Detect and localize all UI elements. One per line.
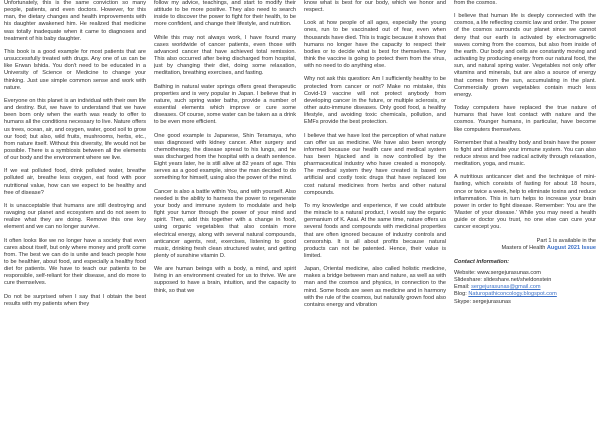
contact-label: Website: <box>454 270 476 276</box>
paragraph: Cancer is also a battle within You, and with yourself. Also needed is the ability to harness the power to regenerate your body and immune system to modulate and help fight your tumor through the power of your mind and spirit. Then, add this together with a change in food, using organic vegetables that also contain more electrical energy, along with several natural compounds, anticancer agents, rest, exercises, listening to good music, drinking fresh clean structured water, and getting plenty of sunshine vitamin D. <box>154 188 296 259</box>
credit-line: Part 1 is available in the <box>536 237 596 244</box>
paragraph: While this may not always work, I have found many cases worldwide of cancer patients, even those with advanced cancer that have achieved total remission. This also occurred after being discharged from hospital, just by changing their diet, doing some relaxation, meditation, breathing exercises, and fasting. <box>154 34 296 77</box>
text-column-4 <box>454 0 596 424</box>
contact-website <box>454 270 596 277</box>
paragraph: Everyone on this planet is an individual with their own life and destiny. But, we have to understand that we have been born only when the earth was ready to offer to humans all the conditions necessary to live. Nature offers us trees, ocean, air, and oxygen, water, good soil to grow our food; but also, wild fruits, mushrooms, herbs, etc., from nature itself. Without this diversity, life would not be possible. There is a symbiosis between all the elements of our body and the environment where we live. <box>4 97 146 162</box>
series-credit <box>454 238 596 252</box>
contact-value: sergejurasunas <box>472 298 511 305</box>
contact-slideshare <box>454 277 596 284</box>
text-column-1 <box>4 0 146 424</box>
contact-heading: Contact information: <box>454 258 510 265</box>
contact-blog <box>454 291 596 298</box>
paragraph: Japan, Oriental medicine, also called holistic medicine, makes a bridge between man and nature, as well as with man and the cosmos and physics, in connection to the mind. Some foods are seen as medicine and in harmony with the rule of the cosmos, but naturally grown food also contains energy and vibration <box>304 266 446 308</box>
contact-email <box>454 284 596 291</box>
paragraph: If we eat polluted food, drink polluted water, breathe polluted air, breathe less oxygen, eat food with poor nutritional value, how can we expect to be healthy and free of disease? <box>4 168 146 196</box>
paragraph: We are human beings with a body, a mind, and spirit living in an environment created for us to thrive. We are supposed to have a brain, intuition, and the capacity to think, so that we <box>154 266 296 294</box>
paragraph: I believe that we have lost the perception of what nature can offer us as medicine. We have also been wrongly informed because our health care and medical system has been hijacked and is now controlled by the pharmaceutical industry who have created a monopoly. The medical system they have created is based on artificial and costly toxic drugs that have replaced low cost natural medicines from herbs and other natural compounds. <box>304 132 446 196</box>
paragraph: know what is best for our body, which we honor and respect. <box>304 0 446 14</box>
paragraph: Do not be surprised when I say that I obtain the best results with my patients when they <box>4 293 146 307</box>
contact-value: www.sergejurasunas.com <box>477 270 541 276</box>
paragraph: Unfortunately, this is the same conviction so many people, patients, and even doctors. However, for this man, the dietary changes and health improvements with his daughter awakened him. He realized that medicine was totally inadequate when it came to diagnoses and treatment of his baby daughter. <box>4 0 146 42</box>
paragraph: follow my advice, teachings, and start to modify their attitude to be more positive. They also need to search inside to discover the power to fight for their health, to be more confident, and change their lifestyle, and nutrition. <box>154 0 296 28</box>
paragraph: A nutritious anticancer diet and the technique of mini-fasting, which consists of fasting for about 18 hours, once or twice a week, help to eliminate toxins and reduce inflammation. This in turn helps to increase your brain power in order to fight disease. Remember: You are the 'Master of your disease.' While you may need a health guide or doctor you trust, no one else can cure your cancer except you. <box>454 174 596 231</box>
paragraph: from the cosmos. <box>454 0 497 6</box>
paragraph: It is unacceptable that humans are still destroying and ravaging our planet and ecosystem and do not seem to realize what they are doing. Remove this one key element and we can no longer survive. <box>4 202 146 231</box>
credit-line <box>454 245 596 252</box>
paragraph: To my knowledge and experience, if we could attribute the miracle to a natural product, I would say the organic germanium of K. Asai. At the same time, nature offers us several foods and compounds with medicinal properties that are often ignored because of industry controls and censorship. It is all about profits because natural products can not be patented. Hence, their value is limited. <box>304 202 446 259</box>
paragraph: It often looks like we no longer have a society that even cares about itself, but only where money and profit come from. The best we can do is unite and teach people how to be healthier, about food, and especially a healthy food diet for patients. We have to teach our patients to be responsible, self-reliant for their disease, and do more to cure themselves. <box>4 237 146 287</box>
credit-magazine: Masters of Health <box>501 244 546 251</box>
contact-label: Email: <box>454 284 470 291</box>
email-link[interactable]: sergejurasunas@gmail.com <box>471 284 541 291</box>
contact-value: slideshare.net/sheldonstein <box>483 277 552 284</box>
paragraph: This book is a good example for most patients that are unsuccessfully treated with drugs. Any one of us can be like Erwan Ishida. You don't need to be educated in a University of Science or Medicine to change your thinking. Just use simple common sense and work with nature. <box>4 48 146 91</box>
contact-label: Skype: <box>454 298 472 305</box>
paragraph: Why not ask this question: Am I sufficiently healthy to be protected from cancer or not? Make no mistake, this Covid-19 vaccine will not protect anybody from developing cancer in the future, or multiple sclerosis, or other auto-immune diseases. Only good food, a healthy lifestyle, and avoiding toxic chemicals, pollution, and EMFs provide the best protection. <box>304 76 446 126</box>
issue-link[interactable]: August 2021 Issue <box>546 244 596 251</box>
contact-label: Slideshare: <box>454 277 482 284</box>
contact-label: Blog: <box>454 291 467 298</box>
paragraph: Today computers have replaced the true nature of humans that have lost contact with nature and the cosmos. Younger humans, in particular, have become like computers themselves. <box>454 105 596 133</box>
text-column-2 <box>154 0 296 424</box>
paragraph: Remember that a healthy body and brain have the power to fight and stimulate your immune system. You can also reduce stress and free radical activity through relaxation, meditation, yoga, and music. <box>454 139 596 168</box>
paragraph: I believe that human life is deeply connected with the cosmos, a life reflecting cosmic law and order. The power of the cosmos surrounds our planet since we cannot deny that our earth is activated by electromagnetic waves coming from the cosmos, but also from inside of the earth. Our body and cells are constantly moving and activating by producing energy from our natural food, the sun, and natural spring water. Vegetables not only offer vitamins and minerals, but are also a source of energy that comes from the sun, accumulating in the plant. Commercially grown vegetables contain much less energy. <box>454 13 596 98</box>
paragraph: Look at how people of all ages, especially the young ones, run to be vaccinated out of fear, even when thousands have died. This is tragic because it shows that humans no longer have the capacity to respect their bodies or to decide what is best for themselves. They think the vaccine is going to protect them from the virus, with no need to do anything else. <box>304 20 446 70</box>
contact-list <box>454 270 596 306</box>
article-page <box>4 0 596 424</box>
contact-skype <box>454 299 596 306</box>
paragraph: One good example is Japanese, Shin Teramaya, who was diagnosed with kidney cancer. After surgery and chemotherapy, the disease spread to his lungs, and he was discharged from the hospital with a death sentence. Eight years later, he is still alive at 82 years of age. This serves as a good example, since the man decided to do something for himself, using also the power of the mind. <box>154 132 296 182</box>
blog-link[interactable]: Naturopathiconcology.blogspot.com <box>468 291 557 298</box>
text-column-3 <box>304 0 446 424</box>
paragraph: Bathing in natural water springs offers great therapeutic properties and is very popular in Japan. I believe that in nature, such spring water baths, provide a number of essential elements which improve or cure some diseases. Of course, some water can be taken as a drink to be even more efficient. <box>154 83 296 126</box>
